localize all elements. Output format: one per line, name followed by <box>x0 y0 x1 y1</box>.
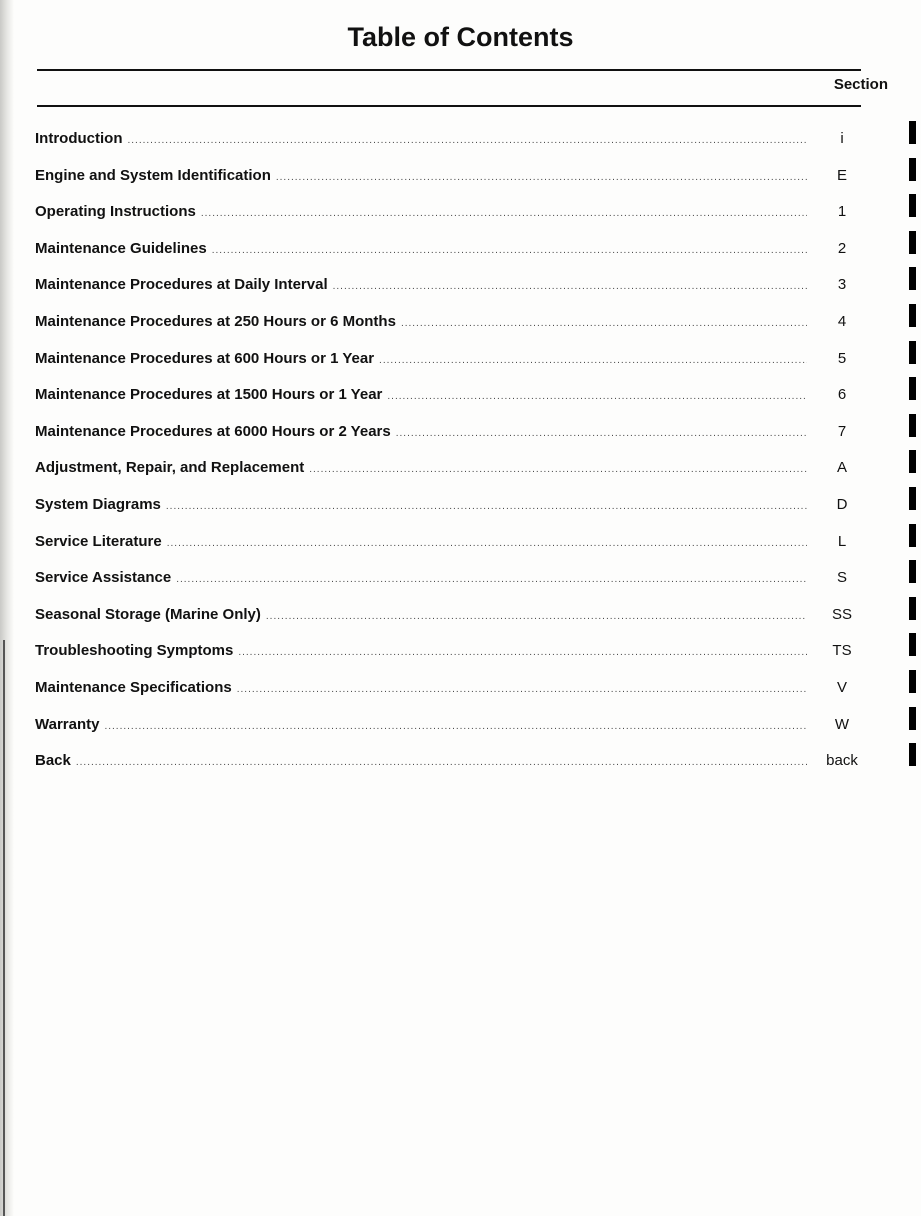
toc-entry-section[interactable]: 2 <box>837 239 847 257</box>
toc-entry-title[interactable]: Maintenance Procedures at 600 Hours or 1 Year <box>35 349 375 367</box>
section-column-header: Section <box>833 76 888 93</box>
toc-entry-title[interactable]: Service Assistance <box>35 569 172 587</box>
toc-leader-dots <box>76 757 807 768</box>
toc-entry-section[interactable]: 1 <box>837 203 847 221</box>
tab-mark <box>909 267 916 290</box>
toc-leader-dots <box>127 135 807 146</box>
tab-mark <box>909 414 916 437</box>
tab-mark <box>909 743 916 766</box>
tab-mark <box>909 560 916 583</box>
toc-entry-section[interactable]: S <box>836 569 847 587</box>
toc-entry-6000-hours[interactable] <box>35 423 875 460</box>
toc-entry-title[interactable]: Maintenance Specifications <box>35 678 232 696</box>
toc-entry-title[interactable]: Maintenance Procedures at Daily Interval <box>35 276 328 294</box>
header-rule-top <box>37 69 861 71</box>
page-binding-edge <box>3 640 5 1216</box>
toc-entry-section[interactable]: TS <box>832 642 852 660</box>
toc-leader-dots <box>166 501 807 512</box>
toc-entry-section[interactable]: V <box>836 678 847 696</box>
tab-mark <box>909 487 916 510</box>
toc-leader-dots <box>104 721 807 732</box>
tab-mark <box>909 194 916 217</box>
toc-leader-dots <box>212 245 807 256</box>
toc-entry-section[interactable]: L <box>837 532 847 550</box>
toc-entry-section[interactable]: 4 <box>837 312 847 330</box>
toc-leader-dots <box>276 172 807 183</box>
toc-entry-title[interactable]: Warranty <box>35 715 100 733</box>
tab-mark <box>909 158 916 181</box>
tab-mark <box>909 121 916 144</box>
toc-list <box>35 130 875 789</box>
toc-entry-section[interactable]: 3 <box>837 276 847 294</box>
toc-entry-600-hours[interactable] <box>35 350 875 387</box>
toc-leader-dots <box>237 684 807 695</box>
toc-leader-dots <box>401 318 807 329</box>
toc-leader-dots <box>379 355 807 366</box>
toc-entry-adjustment-repair[interactable] <box>35 459 875 496</box>
toc-entry-1500-hours[interactable] <box>35 386 875 423</box>
tab-mark <box>909 633 916 656</box>
toc-entry-title[interactable]: Maintenance Procedures at 250 Hours or 6 Months <box>35 312 396 330</box>
toc-entry-operating-instructions[interactable] <box>35 203 875 240</box>
tab-mark <box>909 524 916 547</box>
tab-mark <box>909 231 916 254</box>
toc-entry-title[interactable]: Operating Instructions <box>35 203 196 221</box>
section-tab-marks <box>909 121 916 780</box>
toc-entry-troubleshooting[interactable] <box>35 642 875 679</box>
page-title: Table of Contents <box>347 22 574 52</box>
toc-entry-section[interactable]: W <box>834 715 850 733</box>
tab-mark <box>909 341 916 364</box>
toc-leader-dots <box>387 391 807 402</box>
toc-entry-service-assistance[interactable] <box>35 569 875 606</box>
tab-mark <box>909 707 916 730</box>
toc-entry-title[interactable]: Troubleshooting Symptoms <box>35 642 234 660</box>
toc-entry-title[interactable]: Maintenance Procedures at 6000 Hours or 2 Years <box>35 422 391 440</box>
toc-leader-dots <box>333 281 807 292</box>
toc-entry-introduction[interactable] <box>35 130 875 167</box>
toc-entry-title[interactable]: Back <box>35 752 71 770</box>
tab-mark <box>909 304 916 327</box>
toc-entry-engine-identification[interactable] <box>35 167 875 204</box>
toc-entry-maintenance-guidelines[interactable] <box>35 240 875 277</box>
toc-entry-section[interactable]: D <box>836 495 848 513</box>
toc-entry-section[interactable]: i <box>840 130 844 147</box>
toc-leader-dots <box>167 538 807 549</box>
toc-entry-seasonal-storage[interactable] <box>35 606 875 643</box>
toc-entry-250-hours[interactable] <box>35 313 875 350</box>
tab-mark <box>909 597 916 620</box>
toc-entry-warranty[interactable] <box>35 716 875 753</box>
toc-entry-back[interactable] <box>35 752 875 789</box>
toc-entry-system-diagrams[interactable] <box>35 496 875 533</box>
toc-entry-daily-interval[interactable] <box>35 276 875 313</box>
toc-entry-title[interactable]: Adjustment, Repair, and Replacement <box>35 459 305 477</box>
toc-entry-section[interactable]: 5 <box>837 349 847 367</box>
toc-leader-dots <box>396 428 807 439</box>
toc-leader-dots <box>201 208 807 219</box>
toc-entry-title[interactable]: System Diagrams <box>35 495 161 513</box>
toc-entry-maintenance-specifications[interactable] <box>35 679 875 716</box>
toc-entry-service-literature[interactable] <box>35 533 875 570</box>
toc-leader-dots <box>309 464 807 475</box>
toc-entry-section[interactable]: E <box>836 166 847 184</box>
toc-entry-title[interactable]: Introduction <box>35 130 123 147</box>
header-rule-bottom <box>37 105 861 107</box>
toc-leader-dots <box>238 647 807 658</box>
toc-entry-title[interactable]: Engine and System Identification <box>35 166 271 184</box>
toc-entry-title[interactable]: Seasonal Storage (Marine Only) <box>35 605 261 623</box>
toc-entry-section[interactable]: 6 <box>837 386 847 404</box>
tab-mark <box>909 450 916 473</box>
toc-entry-title[interactable]: Service Literature <box>35 532 162 550</box>
tab-mark <box>909 670 916 693</box>
toc-entry-section[interactable]: SS <box>831 605 852 623</box>
tab-mark <box>909 377 916 400</box>
toc-entry-title[interactable]: Maintenance Procedures at 1500 Hours or 1 Year <box>35 386 383 404</box>
toc-entry-title[interactable]: Maintenance Guidelines <box>35 239 207 257</box>
toc-entry-section[interactable]: 7 <box>837 422 847 440</box>
toc-entry-section[interactable]: back <box>826 752 858 770</box>
toc-leader-dots <box>176 574 807 585</box>
toc-leader-dots <box>266 611 807 622</box>
toc-entry-section[interactable]: A <box>836 459 847 477</box>
